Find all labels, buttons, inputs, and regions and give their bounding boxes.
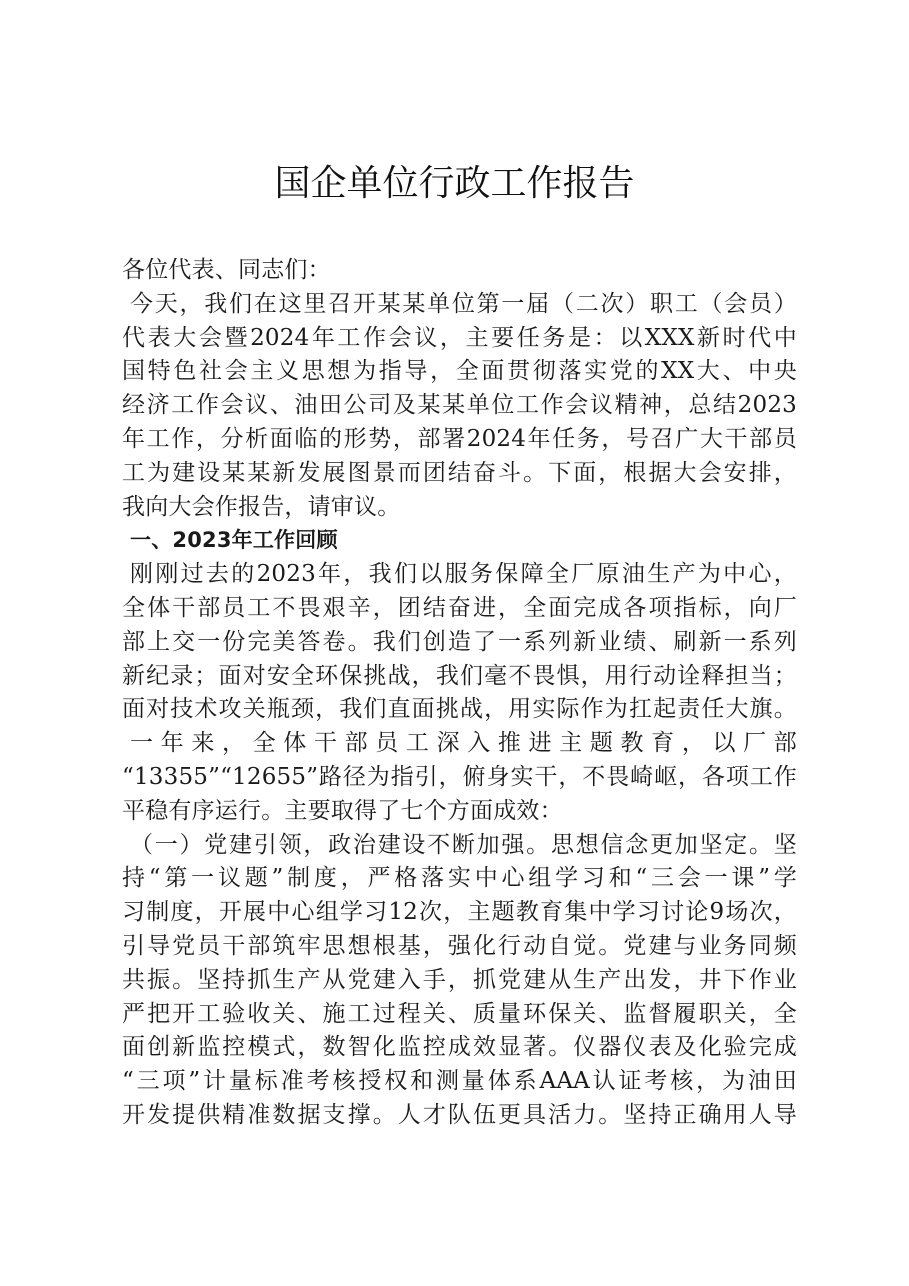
paragraph-line: 我向大会作报告，请审议。	[122, 493, 401, 520]
paragraph-line: 持“第一议题”制度，严格落实中心组学习和“三会一课”学	[122, 865, 797, 892]
paragraph-line: 工为建设某某新发展图景而团结奋斗。下面，根据大会安排，	[122, 459, 797, 486]
paragraph-line: 刚刚过去的2023年，我们以服务保障全厂原油生产为中心，	[130, 561, 797, 588]
paragraph-line: 严把开工验收关、施工过程关、质量环保关、监督履职关，全	[122, 1000, 797, 1027]
paragraph-line: 一年来，全体干部员工深入推进主题教育，以厂部	[130, 730, 797, 757]
paragraph-line: 今天，我们在这里召开某某单位第一届（二次）职工（会员）	[130, 290, 797, 317]
paragraph-line: 面对技术攻关瓶颈，我们直面挑战，用实际作为扛起责任大旗。	[122, 696, 797, 723]
paragraph-line: “13355”“12655”路径为指引，俯身实干，不畏崎岖，各项工作	[122, 763, 797, 790]
paragraph-line: 全体干部员工不畏艰辛，团结奋进，全面完成各项指标，向厂	[122, 594, 797, 621]
paragraph-line: 年工作，分析面临的形势，部署2024年任务，号召广大干部员	[122, 425, 797, 452]
paragraph-line: “三项”计量标准考核授权和测量体系AAA认证考核，为油田	[122, 1068, 797, 1095]
paragraph-line: 经济工作会议、油田公司及某某单位工作会议精神，总结2023	[122, 392, 797, 419]
document-title: 国企单位行政工作报告	[274, 163, 635, 204]
paragraph-line: 引导党员干部筑牢思想根基，强化行动自觉。党建与业务同频	[122, 932, 797, 959]
paragraph-line: 平稳有序运行。主要取得了七个方面成效：	[122, 797, 563, 824]
document-body	[122, 254, 797, 1133]
paragraph-line: 代表大会暨2024年工作会议，主要任务是：以XXX新时代中	[122, 324, 797, 351]
paragraph-line: 部上交一份完美答卷。我们创造了一系列新业绩、刷新一系列	[122, 628, 797, 655]
paragraph-line: 各位代表、同志们：	[122, 257, 331, 283]
paragraph-line: （一）党建引领，政治建设不断加强。思想信念更加坚定。坚	[130, 831, 797, 858]
paragraph-line: 国特色社会主义思想为指导，全面贯彻落实党的XX大、中央	[122, 358, 797, 385]
paragraph-line: 开发提供精准数据支撑。人才队伍更具活力。坚持正确用人导	[122, 1101, 797, 1128]
paragraph-line: 面创新监控模式，数智化监控成效显著。仪器仪表及化验完成	[122, 1034, 797, 1061]
paragraph-line: 共振。坚持抓生产从党建入手，抓党建从生产出发，井下作业	[122, 966, 797, 993]
paragraph-line: 习制度，开展中心组学习12次，主题教育集中学习讨论9场次，	[122, 899, 797, 926]
paragraph-line: 新纪录；面对安全环保挑战，我们毫不畏惧，用行动诠释担当；	[122, 662, 797, 689]
section-heading: 一、2023年工作回顾	[130, 528, 338, 553]
